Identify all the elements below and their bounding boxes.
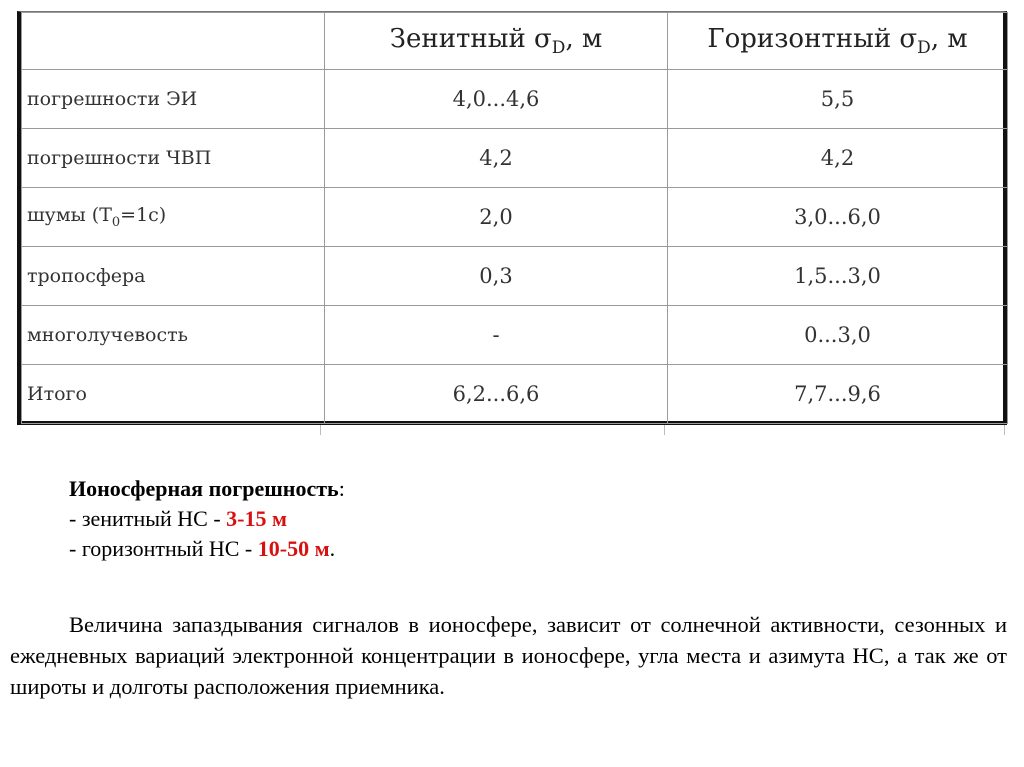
delay-description-paragraph: Величина запаздывания сигналов в ионосфере, зависит от солнечной активности, сезонных и ежедневных вариаций электронной концентрации в ионосфере, угла места и азимута НС, а так же от широты и долготы расположения приемника. — [10, 612, 1007, 699]
header-empty-cell — [22, 13, 325, 70]
table-row — [22, 188, 1008, 247]
ionosphere-heading-line — [69, 474, 345, 504]
horizon-value: 4,2 — [668, 129, 1008, 188]
header-zenith: Зенитный $\sigma_D$, м — [325, 13, 668, 70]
row-label: погрешности ЧВП — [22, 129, 325, 188]
table-header-row — [22, 13, 1008, 70]
table-row — [22, 129, 1008, 188]
table-row — [22, 70, 1008, 129]
row-label: Итого — [22, 365, 325, 424]
table-row — [22, 365, 1008, 424]
zenith-value: 6,2...6,6 — [325, 365, 668, 424]
row-label: погрешности ЭИ — [22, 70, 325, 129]
table-row — [22, 306, 1008, 365]
horizon-value: 1,5...3,0 — [668, 247, 1008, 306]
horizon-suffix: . — [329, 536, 336, 561]
zenith-value: 4,2 — [325, 129, 668, 188]
zenith-line — [69, 504, 345, 534]
ionosphere-error-block — [69, 474, 345, 564]
zenith-prefix: - зенитный НС - — [69, 506, 227, 531]
zenith-value: 2,0 — [325, 188, 668, 247]
zenith-value: 0,3 — [325, 247, 668, 306]
row-label: многолучевость — [22, 306, 325, 365]
table-divider-tick — [664, 425, 665, 435]
horizon-range: 10-50 м — [257, 536, 330, 561]
table-divider-tick — [1004, 425, 1005, 435]
zenith-value: 4,0...4,6 — [325, 70, 668, 129]
zenith-value: - — [325, 306, 668, 365]
error-budget-table-frame — [17, 11, 1007, 425]
heading-colon: : — [338, 476, 345, 501]
horizon-value: 5,5 — [668, 70, 1008, 129]
horizon-value: 7,7...9,6 — [668, 365, 1008, 424]
horizon-prefix: - горизонтный НС - — [69, 536, 258, 561]
error-budget-table — [21, 12, 1008, 424]
zenith-range: 3-15 м — [226, 506, 287, 531]
table-row — [22, 247, 1008, 306]
horizon-line — [69, 534, 345, 564]
header-horizon: Горизонтный $\sigma_D$, м — [668, 13, 1008, 70]
horizon-value: 3,0...6,0 — [668, 188, 1008, 247]
row-label: шумы $(T_0=1c)$ — [22, 188, 325, 247]
row-label: тропосфера — [22, 247, 325, 306]
horizon-value: 0...3,0 — [668, 306, 1008, 365]
table-divider-tick — [320, 425, 321, 435]
ionosphere-heading: Ионосферная погрешность — [69, 476, 339, 501]
